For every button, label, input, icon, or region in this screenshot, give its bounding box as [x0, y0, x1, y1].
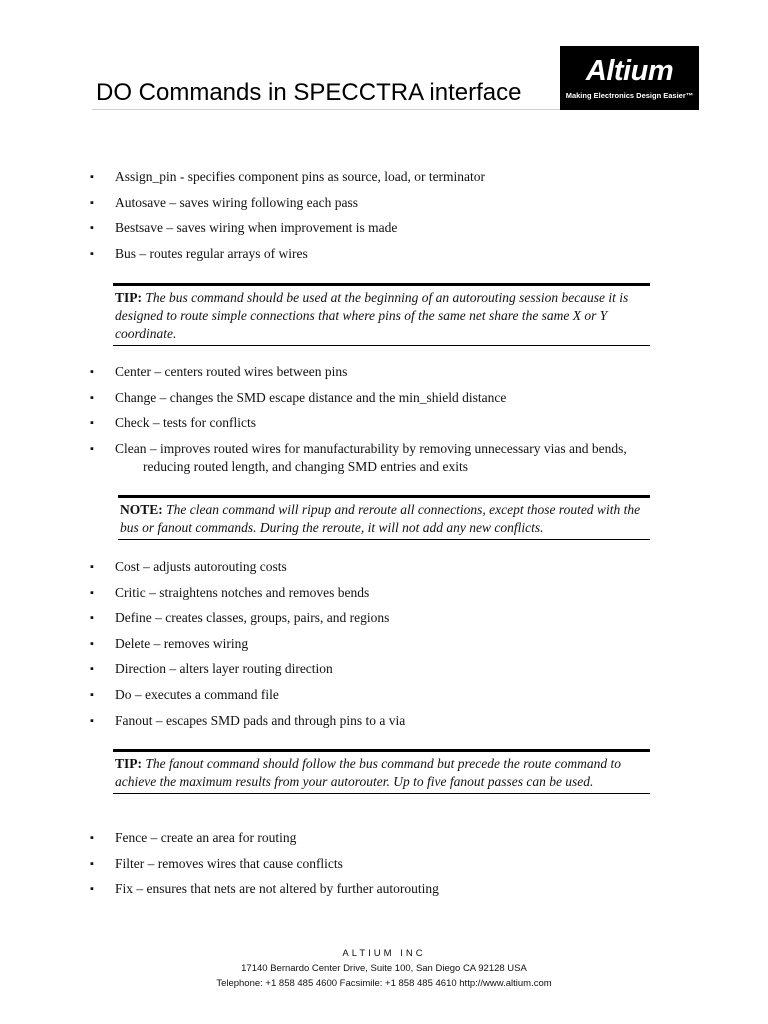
list-item: ▪ Fix – ensures that nets are not altered by further autorouting	[0, 880, 768, 898]
list-item: ▪ Fanout – escapes SMD pads and through pins to a via	[0, 712, 768, 730]
command-list-2	[0, 363, 768, 483]
clean-line-2: reducing routed length, and changing SMD entries and exits	[143, 458, 469, 474]
tip-callout-fanout	[113, 749, 650, 794]
logo-tagline: Making Electronics Design Easier™	[565, 91, 694, 100]
list-item: ▪ Autosave – saves wiring following each pass	[0, 194, 768, 212]
list-item: ▪ Define – creates classes, groups, pairs, and regions	[0, 609, 768, 627]
list-item: ▪ Critic – straightens notches and removes bends	[0, 584, 768, 602]
list-item: ▪ Change – changes the SMD escape distance and the min_shield distance	[0, 389, 768, 407]
page-footer	[0, 946, 768, 991]
list-item: ▪ Check – tests for conflicts	[0, 414, 768, 432]
list-item: ▪ Delete – removes wiring	[0, 635, 768, 653]
command-list-4	[0, 829, 768, 906]
list-item: ▪ Assign_pin - specifies component pins as source, load, or terminator	[0, 168, 768, 186]
list-item: ▪ Do – executes a command file	[0, 686, 768, 704]
list-item: ▪ Fence – create an area for routing	[0, 829, 768, 847]
list-item: ▪ Direction – alters layer routing direction	[0, 660, 768, 678]
list-item: ▪ Cost – adjusts autorouting costs	[0, 558, 768, 576]
list-item: ▪ Center – centers routed wires between pins	[0, 363, 768, 381]
list-item: ▪ Bestsave – saves wiring when improvement is made	[0, 219, 768, 237]
list-item: ▪ Filter – removes wires that cause conflicts	[0, 855, 768, 873]
tip-text: The bus command should be used at the beginning of an autorouting session because it is designed to route simple connections that where pins of the same net share the same X or Y coordinate.	[115, 290, 629, 341]
clean-line-1: Clean – improves routed wires for manufacturability by removing unnecessary vias and bends,	[115, 440, 627, 456]
logo-wordmark: Altium	[585, 55, 674, 87]
tip-label: TIP:	[115, 290, 142, 305]
header-rule	[92, 109, 560, 110]
altium-logo	[560, 46, 699, 110]
list-item: ▪ Bus – routes regular arrays of wires	[0, 245, 768, 263]
note-label: NOTE:	[120, 502, 163, 517]
page-title: DO Commands in SPECCTRA interface	[96, 79, 522, 106]
command-list-1	[0, 168, 768, 270]
footer-company: ALTIUM INC	[342, 948, 426, 959]
note-text: The clean command will ripup and reroute all connections, except those routed with the bus or fanout commands. During the reroute, it will not add any new conflicts.	[120, 502, 641, 535]
footer-contact: Telephone: +1 858 485 4600 Facsimile: +1 858 485 4610 http://www.altium.com	[216, 978, 552, 989]
page-header	[92, 46, 699, 112]
note-callout-clean	[118, 495, 650, 540]
command-list-3	[0, 558, 768, 737]
tip-text: The fanout command should follow the bus command but precede the route command to achieve the maximum results from your autorouter. Up to five fanout passes can be used.	[115, 756, 621, 789]
list-item-clean	[0, 440, 768, 476]
tip-callout-bus	[113, 283, 650, 346]
footer-address: 17140 Bernardo Center Drive, Suite 100, San Diego CA 92128 USA	[241, 963, 527, 974]
tip-label: TIP:	[115, 756, 142, 771]
